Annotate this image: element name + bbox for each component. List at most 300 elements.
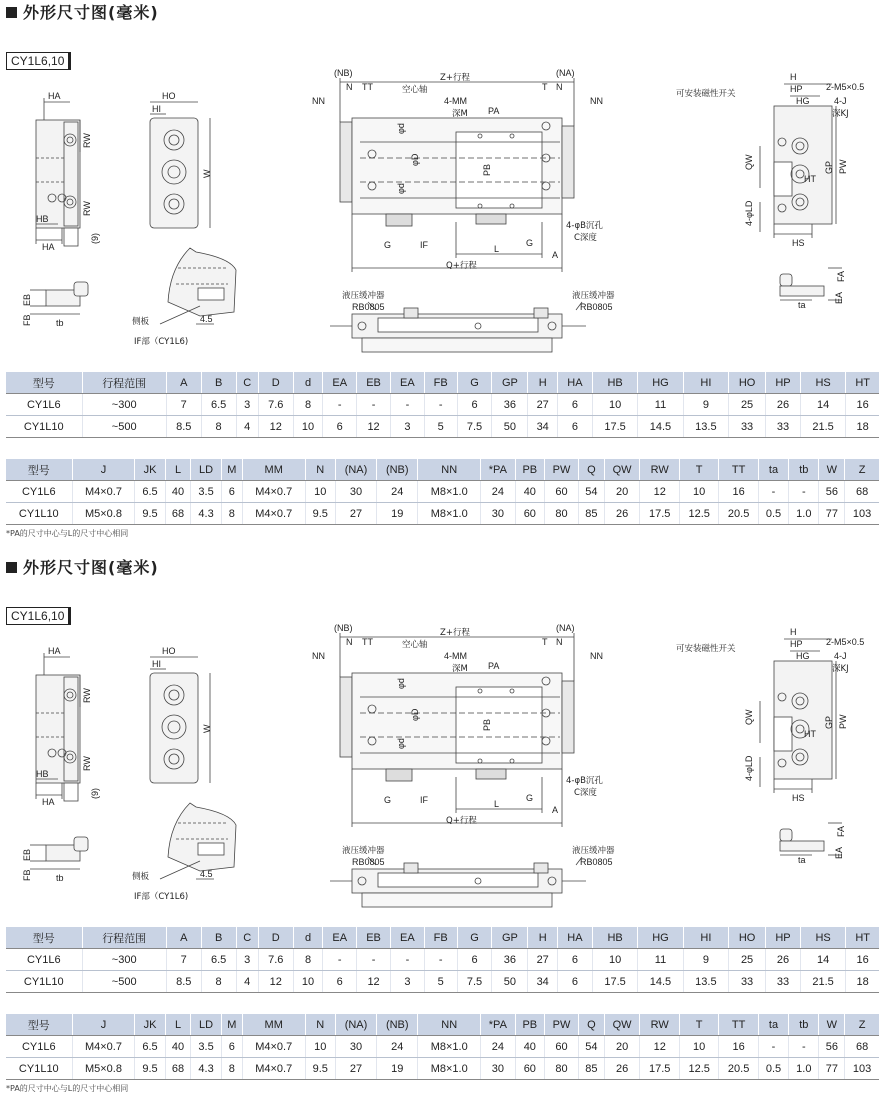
rw-label: RW [82,133,92,148]
table-cell: 5 [424,971,457,993]
table-cell: 20.5 [719,1058,758,1080]
column-header: FB [424,372,457,394]
column-header: HB [592,927,637,949]
column-header: T [679,459,718,481]
table-cell: 54 [578,481,604,503]
hg-label: HG [796,96,810,106]
nn-label: NN [312,651,325,661]
table-cell: 26 [766,949,801,971]
column-header: TT [719,1014,758,1036]
nn-label-right: NN [590,651,603,661]
t-label: T [542,82,548,92]
table-cell: 12 [258,416,293,438]
ld-label: 4-φLD [744,755,754,781]
counterbore-label: 4-φB沉孔 [566,221,603,231]
column-header: EA [323,927,357,949]
nine-label: (9) [90,788,100,799]
column-header: HO [729,372,766,394]
table-cell: CY1L6 [6,949,82,971]
table-cell: 6.5 [135,481,165,503]
column-header: A [166,927,201,949]
table-cell: 26 [766,394,801,416]
ha-label-lower: HA [42,797,55,807]
z-stroke-label: Z+行程 [440,73,470,83]
n-label: N [346,637,353,647]
table-cell: 27 [528,949,558,971]
table-cell: 8 [293,949,323,971]
table-cell: CY1L10 [6,1058,72,1080]
depth-m-label: 深M [452,664,468,674]
column-header: ta [758,1014,788,1036]
if-label: IF [420,240,428,250]
column-header: 型号 [6,372,82,394]
column-header: NN [418,459,481,481]
eb-label: EB [22,848,32,861]
hs-label: HS [792,238,805,248]
column-header: HI [683,927,728,949]
q-stroke-label: Q+行程 [446,261,477,271]
bracket-view [30,837,88,869]
table-cell: 16 [719,481,758,503]
column-header: HI [683,372,728,394]
table-cell: - [357,949,391,971]
table-cell: 12 [258,971,293,993]
column-header: PB [515,459,544,481]
table-cell: 17.5 [640,1058,679,1080]
table-cell: 0.5 [758,1058,788,1080]
table-cell: 3.5 [191,1036,221,1058]
table-cell: ~300 [82,394,166,416]
if-part-view [160,248,236,324]
column-header: *PA [481,459,516,481]
pb-label: PB [482,163,492,176]
switch-label: 可安装磁性开关 [676,89,736,99]
table-cell: 30 [335,1036,376,1058]
column-header: 行程范围 [82,927,166,949]
table-row [6,481,879,503]
table-cell: 1.0 [789,503,819,525]
table-cell: 8 [201,971,236,993]
column-header: QW [604,459,640,481]
column-header: d [293,372,323,394]
table-row [6,949,879,971]
column-header: A [166,372,201,394]
column-header: EA [323,372,357,394]
column-header: d [293,927,323,949]
table-cell: 16 [846,394,879,416]
ho-label: HO [162,646,176,656]
table-cell: 3 [390,416,424,438]
phi-d-label-lower: φd [396,183,406,194]
table-cell: 10 [305,1036,335,1058]
dim-45-label: 4.5 [200,869,213,879]
column-header: 型号 [6,927,82,949]
column-header: 行程范围 [82,372,166,394]
column-header: D [258,927,293,949]
table-cell: 9.5 [135,1058,165,1080]
rb0805-right-label: RB0805 [580,302,613,312]
m5-label: 2-M5×0.5 [826,637,865,647]
hi-label: HI [152,104,161,114]
table-cell: 12 [357,971,391,993]
column-header: Q [578,1014,604,1036]
phi-d-label: φd [396,123,406,134]
table-cell: 60 [545,1036,579,1058]
qw-label: QW [744,154,754,170]
table-cell: M8×1.0 [418,503,481,525]
table-cell: 40 [165,1036,191,1058]
table-cell: 68 [845,1036,879,1058]
model-label: CY1L6,10 [6,607,71,625]
table-cell: ~500 [82,971,166,993]
table-cell: 12 [357,416,391,438]
table-cell: - [390,394,424,416]
table-cell: M5×0.8 [72,503,135,525]
shock-absorber-right-label: 液压缓冲器 [572,846,615,856]
z-stroke-label: Z+行程 [440,628,470,638]
column-header: (NB) [377,459,418,481]
column-header: MM [242,459,305,481]
shock-absorber-right-label: 液压缓冲器 [572,291,615,301]
section-title [6,555,159,578]
column-header: G [457,927,492,949]
table-cell: 103 [845,503,879,525]
ha-label-lower: HA [42,242,55,252]
column-header: HG [638,372,683,394]
table-cell: 8 [221,1058,242,1080]
table-cell: 11 [638,394,683,416]
na-label: (NA) [556,68,575,78]
table-cell: 8.5 [166,416,201,438]
hb-label: HB [36,769,49,779]
table-row [6,416,879,438]
n-label: N [346,82,353,92]
m5-label: 2-M5×0.5 [826,82,865,92]
rw-label-lower: RW [82,756,92,771]
table-cell: 19 [377,1058,418,1080]
column-header: H [528,372,558,394]
column-header: Q [578,459,604,481]
table-cell: 27 [528,394,558,416]
table-cell: - [424,394,457,416]
column-header: ta [758,459,788,481]
kj-label: 深KJ [832,109,849,119]
column-header: B [201,372,236,394]
column-header: C [236,372,258,394]
table-cell: CY1L6 [6,394,82,416]
table-cell: 40 [515,1036,544,1058]
table-cell: 50 [492,971,528,993]
table-cell: 24 [377,481,418,503]
square-bullet-icon [6,7,17,18]
ta-label: ta [798,300,806,310]
footnote: *PA的尺寸中心与L的尺寸中心相同 [6,1084,129,1093]
column-header: M [221,459,242,481]
table-cell: 4 [236,416,258,438]
table-cell: 10 [592,394,637,416]
table-cell: 7 [166,394,201,416]
spec-table-2 [6,1014,879,1080]
table-cell: 14 [800,949,845,971]
column-header: LD [191,1014,221,1036]
section-title [6,0,159,23]
table-cell: 6 [221,1036,242,1058]
na-label: (NA) [556,623,575,633]
table-cell: 6 [323,971,357,993]
table-cell: 77 [819,503,845,525]
pw-label: PW [838,159,848,174]
rb0805-right-label: RB0805 [580,857,613,867]
column-header: HS [800,372,845,394]
table-cell: 21.5 [800,416,845,438]
rb0805-left-label: RB0805 [352,857,385,867]
column-header: N [305,459,335,481]
table-cell: 8 [221,503,242,525]
phi-d-label-lower: φd [396,738,406,749]
table-cell: 10 [293,971,323,993]
table-cell: 17.5 [640,503,679,525]
w-label: W [202,724,212,733]
if-label: IF [420,795,428,805]
column-header: L [165,459,191,481]
table-cell: 103 [845,1058,879,1080]
side-plate-label: 侧板 [132,872,150,882]
column-header: EA [390,372,424,394]
table-cell: - [758,1036,788,1058]
table-cell: 36 [492,394,528,416]
table-cell: 9.5 [305,1058,335,1080]
table-cell: 6.5 [201,949,236,971]
table-cell: 10 [293,416,323,438]
table-cell: 6 [457,949,492,971]
section-title-text: 外形尺寸图(毫米) [23,3,159,22]
table-cell: 6 [323,416,357,438]
hp-label: HP [790,84,803,94]
pa-label: PA [488,106,500,116]
table-cell: 24 [481,1036,516,1058]
table-cell: 33 [729,416,766,438]
table-cell: 24 [377,1036,418,1058]
column-header: GP [492,927,528,949]
table-cell: 21.5 [800,971,845,993]
mm4-label: 4-MM [444,651,467,661]
main-front-view [340,78,574,272]
shock-absorber-left-label: 液压缓冲器 [342,846,385,856]
tt-label: TT [362,637,373,647]
column-header: TT [719,459,758,481]
column-header: *PA [481,1014,516,1036]
table-cell: 14.5 [638,971,683,993]
c-depth-label: C深度 [574,788,597,798]
table-cell: 33 [766,971,801,993]
table-cell: 10 [679,481,718,503]
footnote: *PA的尺寸中心与L的尺寸中心相同 [6,529,129,538]
phi-D-label: φD [410,708,420,721]
table-cell: 20 [604,481,640,503]
column-header: RW [640,1014,679,1036]
column-header: HT [846,372,879,394]
table-cell: - [789,1036,819,1058]
column-header: RW [640,459,679,481]
a-label: A [552,250,559,260]
table-cell: 9.5 [305,503,335,525]
table-cell: 25 [729,949,766,971]
dimension-section [0,0,888,553]
ha-label: HA [48,646,61,656]
table-cell: M4×0.7 [72,1036,135,1058]
table-cell: 12 [640,481,679,503]
fa-label: FA [836,825,846,837]
table-cell: 30 [481,503,516,525]
column-header: LD [191,459,221,481]
bracket-view [30,282,88,314]
column-header: HB [592,372,637,394]
ta-label: ta [798,855,806,865]
column-header: G [457,372,492,394]
table-cell: 85 [578,503,604,525]
main-front-view [340,633,574,827]
tb-label: tb [56,873,64,883]
hi-label: HI [152,659,161,669]
column-header: 型号 [6,1014,72,1036]
table-cell: - [424,949,457,971]
table-cell: 13.5 [683,971,728,993]
table-cell: 16 [846,949,879,971]
table-cell: M8×1.0 [418,1036,481,1058]
top-block-view [150,657,210,783]
rw-label: RW [82,688,92,703]
square-bullet-icon [6,562,17,573]
tt-label: TT [362,82,373,92]
mm4-label: 4-MM [444,96,467,106]
table-cell: 0.5 [758,503,788,525]
table-cell: 25 [729,394,766,416]
column-header: J [72,459,135,481]
pa-label: PA [488,661,500,671]
table-cell: - [323,394,357,416]
table-cell: 8.5 [166,971,201,993]
table-cell: - [390,949,424,971]
table-cell: 4.3 [191,503,221,525]
column-header: tb [789,459,819,481]
table-cell: 40 [515,481,544,503]
table-cell: M4×0.7 [242,503,305,525]
table-cell: 7.5 [457,416,492,438]
column-header: FB [424,927,457,949]
table-cell: M8×1.0 [418,1058,481,1080]
table-cell: 27 [335,503,376,525]
table-cell: 8 [201,416,236,438]
nb-label: (NB) [334,623,353,633]
table-cell: 77 [819,1058,845,1080]
column-header: B [201,927,236,949]
table-row [6,1058,879,1080]
column-header: HG [638,927,683,949]
table-cell: 34 [528,416,558,438]
table-row [6,394,879,416]
table-cell: 85 [578,1058,604,1080]
gp-label: GP [824,715,834,729]
rw-label-lower: RW [82,201,92,216]
top-block-view [150,102,210,228]
table-cell: 9.5 [135,503,165,525]
column-header: PB [515,1014,544,1036]
table-cell: 7.6 [258,949,293,971]
table-cell: 6 [558,971,593,993]
nb-label: (NB) [334,68,353,78]
dim-45-label: 4.5 [200,314,213,324]
hs-label: HS [792,793,805,803]
eb-label: EB [22,293,32,306]
if-part-view [160,803,236,879]
table-cell: 6 [558,949,593,971]
dimension-section [0,555,888,1108]
a-label: A [552,805,559,815]
phi-d-label: φd [396,678,406,689]
table-cell: 33 [729,971,766,993]
table-cell: 6.5 [201,394,236,416]
column-header: (NB) [377,1014,418,1036]
column-header: JK [135,459,165,481]
table-cell: 68 [845,481,879,503]
column-header: EA [390,927,424,949]
table-cell: 60 [545,481,579,503]
table-cell: - [758,481,788,503]
table-cell: 36 [492,949,528,971]
nine-label: (9) [90,233,100,244]
table-cell: 18 [846,971,879,993]
table-cell: 12.5 [679,503,718,525]
table-cell: 19 [377,503,418,525]
g-label: G [384,795,392,805]
hg-label: HG [796,651,810,661]
table-cell: 1.0 [789,1058,819,1080]
ho-label: HO [162,91,176,101]
table-cell: - [323,949,357,971]
h-label: H [790,627,797,637]
column-header: H [528,927,558,949]
table-cell: 6 [558,394,593,416]
column-header: 型号 [6,459,72,481]
table-cell: 6 [221,481,242,503]
table-cell: 10 [679,1036,718,1058]
column-header: (NA) [335,1014,376,1036]
column-header: HP [766,372,801,394]
n-label-right: N [556,637,563,647]
column-header: D [258,372,293,394]
spec-table-2 [6,459,879,525]
table-cell: 16 [719,1036,758,1058]
hollow-shaft-label: 空心轴 [402,85,428,95]
table-cell: 26 [604,1058,640,1080]
nn-label-right: NN [590,96,603,106]
table-cell: 24 [481,481,516,503]
depth-m-label: 深M [452,109,468,119]
column-header: EB [357,927,391,949]
spec-table-1 [6,372,879,438]
hollow-shaft-label: 空心轴 [402,640,428,650]
column-header: Z [845,459,879,481]
table-cell: 68 [165,1058,191,1080]
table-cell: 7 [166,949,201,971]
column-header: Z [845,1014,879,1036]
table-cell: 3 [236,394,258,416]
table-row [6,503,879,525]
column-header: HO [729,927,766,949]
table-cell: 10 [305,481,335,503]
column-header: MM [242,1014,305,1036]
table-cell: 56 [819,481,845,503]
